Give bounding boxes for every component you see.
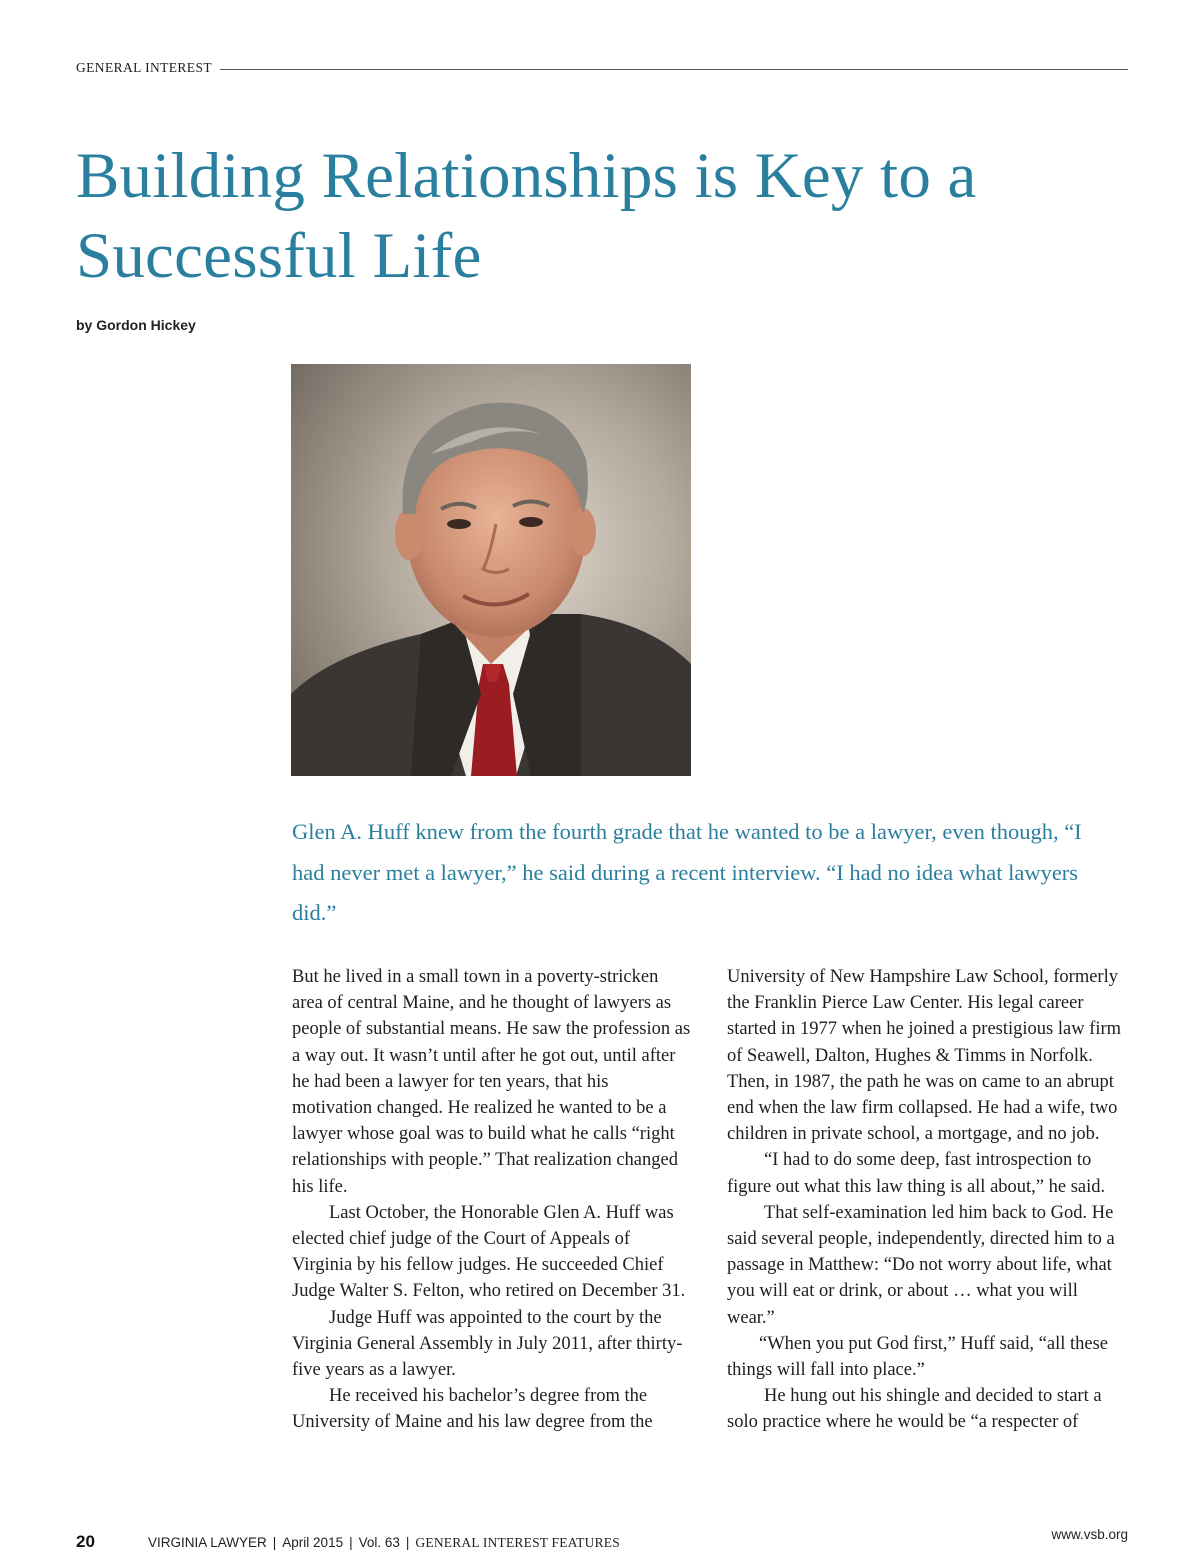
body-paragraph: He hung out his shingle and decided to start a solo practice where he would be “a respecter of <box>727 1386 1102 1433</box>
publication-info: VIRGINIA LAWYER | April 2015 | Vol. 63 | GENERAL INTEREST FEATURES <box>148 1535 620 1550</box>
body-paragraph: Last October, the Honorable Glen A. Huff was elected chief judge of the Court of Appeals of Virginia by his fellow judges. He succeeded Chief Judge Walter S. Felton, who retired on December 31. <box>292 1202 686 1302</box>
header-rule <box>220 69 1128 70</box>
body-paragraph: He received his bachelor’s degree from the University of Maine and his law degree from the <box>292 1386 653 1433</box>
article-column-2 <box>727 964 1127 1436</box>
body-paragraph: That self-examination led him back to God. He said several people, independently, directed him to a passage in Matthew: “Do not worry about life, what you will eat or drink, or about … what you will wear.” <box>727 1202 1115 1328</box>
body-paragraph: “When you put God first,” Huff said, “all these things will fall into place.” <box>727 1333 1109 1381</box>
body-paragraph: Judge Huff was appointed to the court by the Virginia General Assembly in July 2011, after thirty-five years as a lawyer. <box>292 1307 683 1381</box>
section-label-text: GENERAL INTEREST <box>76 60 213 75</box>
publication-name: VIRGINIA LAWYER <box>148 1535 267 1550</box>
byline: by Gordon Hickey <box>76 317 196 333</box>
section-label <box>76 60 1128 76</box>
footer-section: GENERAL INTEREST FEATURES <box>415 1535 620 1550</box>
body-paragraph: University of New Hampshire Law School, formerly the Franklin Pierce Law Center. His legal career started in 1977 when he joined a prestigious law firm of Seawell, Dalton, Hughes & Timms in Norfolk. Then, in 1987, the path he was on came to an abrupt end when the law firm collapsed. He had a wife, two children in private school, a mortgage, and no job. <box>727 967 1122 1145</box>
article-column-1 <box>292 964 692 1436</box>
body-paragraph: “I had to do some deep, fast introspection to figure out what this law thing is all about,” he said. <box>727 1150 1106 1197</box>
portrait-illustration <box>291 364 691 776</box>
issue-date: April 2015 <box>282 1535 344 1550</box>
volume: Vol. 63 <box>358 1535 400 1550</box>
portrait-photo <box>291 364 691 776</box>
website-link[interactable]: www.vsb.org <box>1051 1526 1128 1542</box>
page-footer <box>76 1526 1128 1554</box>
page-number: 20 <box>76 1532 95 1551</box>
lede-paragraph: Glen A. Huff knew from the fourth grade that he wanted to be a lawyer, even though, “I had never met a lawyer,” he said during a recent interview. “I had no idea what lawyers did.” <box>292 819 1082 925</box>
body-paragraph: But he lived in a small town in a poverty-stricken area of central Maine, and he thought of lawyers as people of substantial means. He saw the profession as a way out. It wasn’t until after he got out, until after he had been a lawyer for ten years, that his motivation changed. He realized he wanted to be a lawyer whose goal was to build what he calls “right relationships with people.” That realization changed his life. <box>292 967 691 1197</box>
article-title: Building Relationships is Key to a Successful Life <box>76 140 977 292</box>
